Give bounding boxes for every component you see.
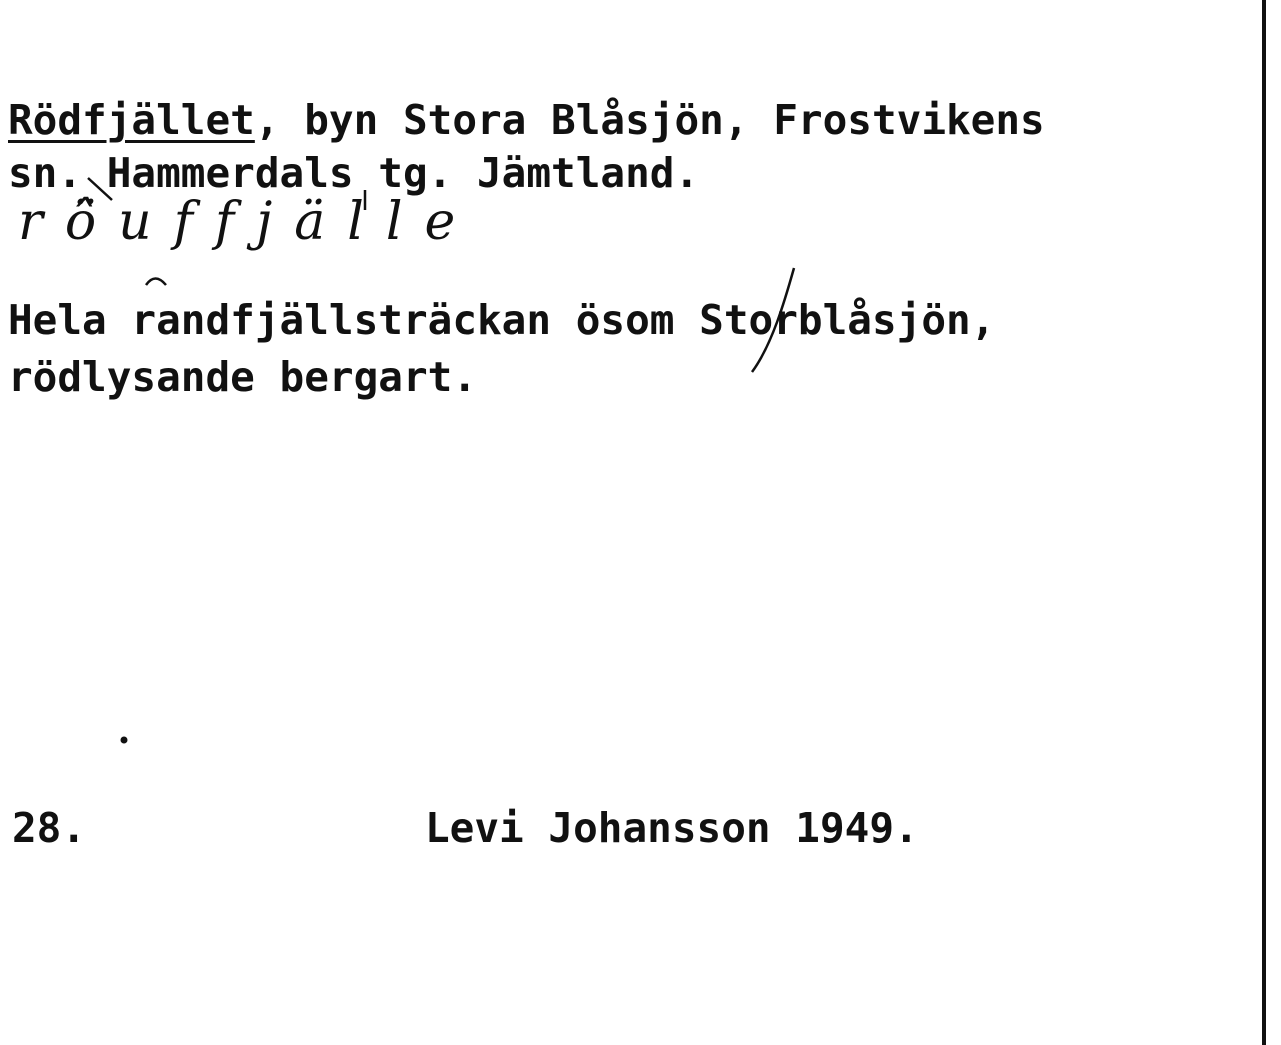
card-number: 28. (12, 804, 87, 852)
pronunciation: rö̂uffjälle (18, 192, 478, 252)
description-part-1: Hela randfjällsträckan ös (8, 296, 626, 344)
stray-dot (121, 737, 128, 744)
card-edge-line (1262, 0, 1266, 1045)
entry-line-1 (8, 96, 1045, 144)
entry-line-2: sn. Hammerdals tg. Jämtland. (8, 149, 700, 197)
collector-signature: Levi Johansson 1949. (425, 804, 919, 852)
handwritten-breve (146, 279, 166, 286)
entry-line-3 (8, 296, 996, 344)
location-text: , byn Stora Blåsjön, Frostvikens (254, 96, 1045, 144)
headword: Rödfjället (8, 96, 255, 144)
description-part-2: om Storblåsjön, (625, 296, 996, 344)
entry-line-4: rödlysande bergart. (8, 353, 477, 401)
